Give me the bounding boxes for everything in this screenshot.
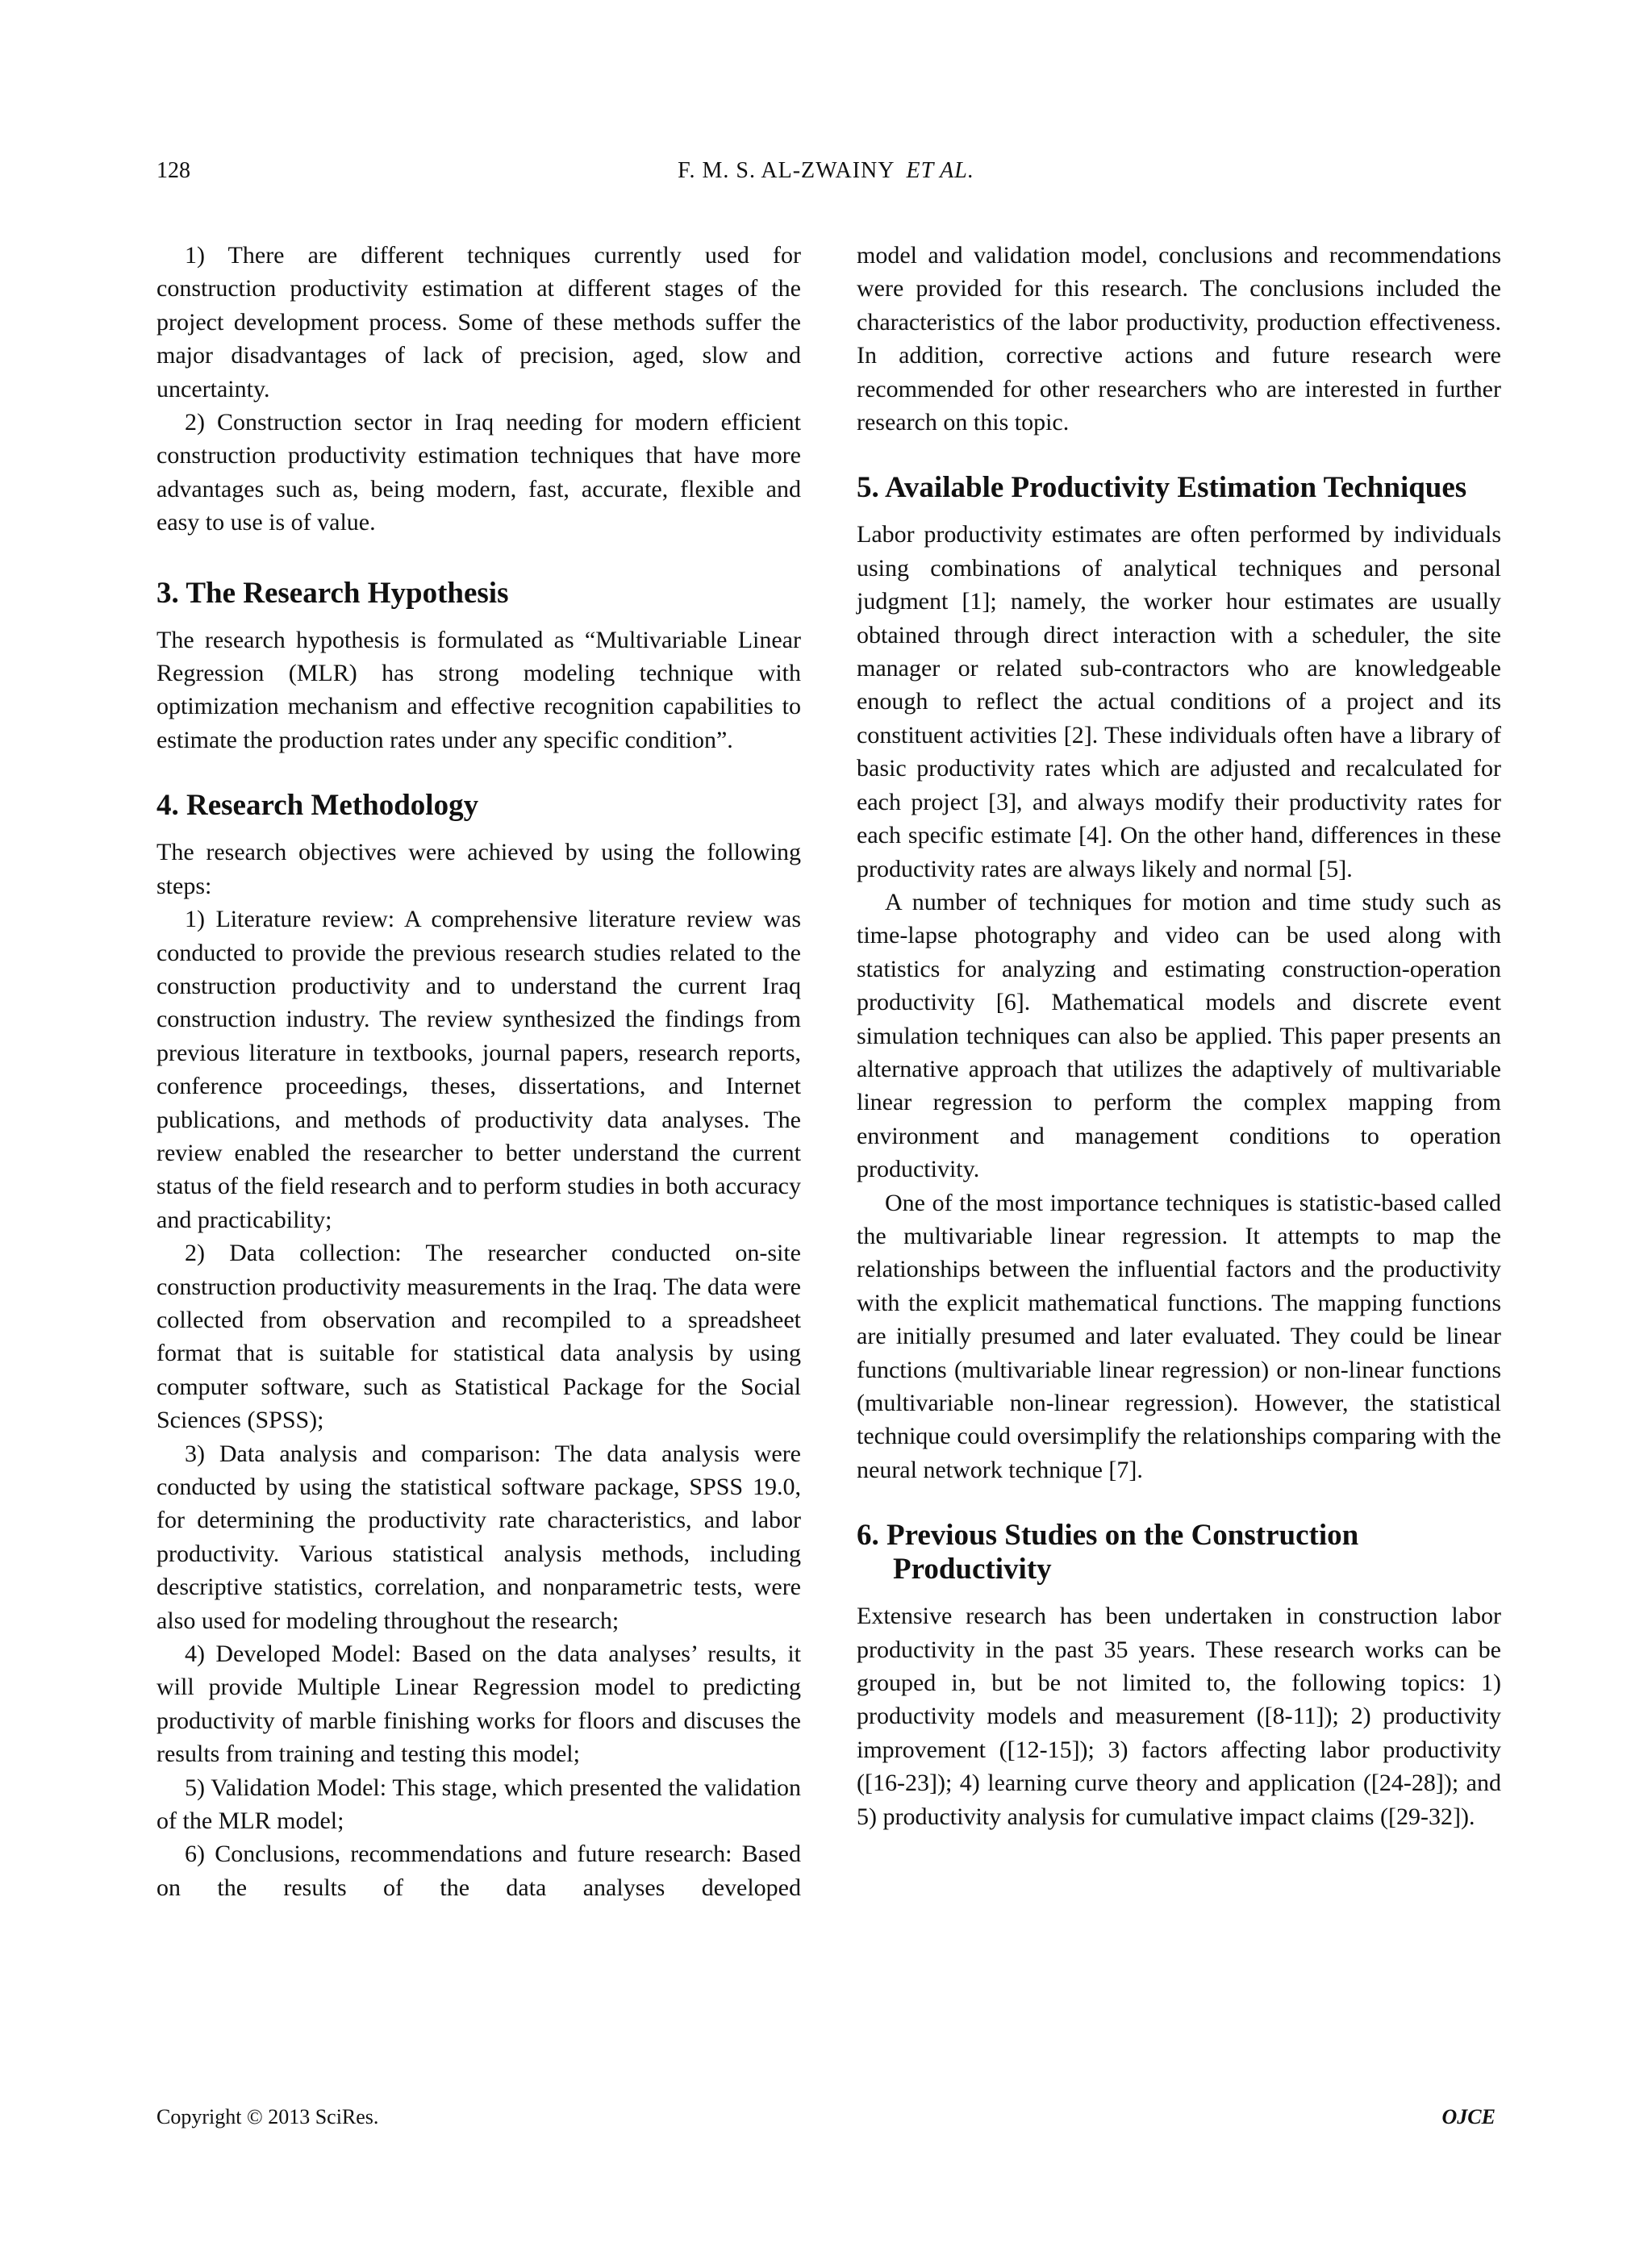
section-5-paragraph-2: A number of techniques for motion and time study such as time-lapse photography and video can be used along with statistics for analyzing and estimating construction-operation productivity [6]. Mathematical models and discrete event simulation techniques can also be applied. This paper presents an alternative approach that utilizes the adaptively of multivariable linear regression to perform the complex mapping from environment and management conditions to operation productivity. <box>857 888 1501 1183</box>
methodology-step-5: 5) Validation Model: This stage, which presented the validation of the MLR model; <box>156 1774 801 1835</box>
section-4-heading: 4. Research Methodology <box>156 789 479 823</box>
section-5-paragraph-1: Labor productivity estimates are often performed by individuals using combinations of analytical techniques and personal judgment [1]; namely, the worker hour estimates are usually obtained through direct interaction with a scheduler, the site manager or related sub-contractors who are knowledgeable enough to reflect the actual conditions of a project and its constituent activities [2]. These individuals often have a library of basic productivity rates which are adjusted and recalculated for each project [3], and always modify their productivity rates for each specific estimate [4]. On the other hand, differences in these productivity rates are always likely and normal [5]. <box>857 521 1501 882</box>
page-header <box>156 158 1496 190</box>
methodology-step-4: 4) Developed Model: Based on the data analyses’ results, it will provide Multiple Linear Regression model to predicting productivity of marble finishing works for floors and discuses the results from training and testing this model; <box>156 1641 801 1768</box>
page-number: 128 <box>156 158 190 183</box>
section-5-heading: 5. Available Productivity Estimation Techniques <box>857 471 1467 505</box>
section-3-paragraph: The research hypothesis is formulated as “Multivariable Linear Regression (MLR) has strong modeling technique with optimization mechanism and effective recognition capabilities to estimate the production rates under any specific condition”. <box>156 626 801 753</box>
section-3-heading: 3. The Research Hypothesis <box>156 576 509 610</box>
methodology-step-3: 3) Data analysis and comparison: The data analysis were conducted by using the statistical software package, SPSS 19.0, for determining the productivity rate characteristics, and labor productivity. Various statistical analysis methods, including descriptive statistics, correlation, and nonparametric tests, were also used for modeling throughout the research; <box>156 1440 801 1634</box>
left-column <box>156 239 801 1904</box>
running-title <box>156 158 1496 184</box>
running-title-authors: F. M. S. AL-ZWAINY <box>678 158 895 183</box>
section-6-heading: 6. Previous Studies on the Construction Productivity <box>857 1519 1359 1586</box>
problem-statement-item-1: 1) There are different techniques currently used for construction productivity estimation at different stages of the project development process. Some of these methods suffer the major disadvantages of lack of precision, aged, slow and uncertainty. <box>156 242 801 402</box>
journal-abbreviation: OJCE <box>1441 2105 1496 2128</box>
section-6-paragraph-1: Extensive research has been undertaken in construction labor productivity in the past 35 years. These research works can be grouped in, but be not limited to, the following topics: 1) productivity models and measurement ([8-11]); 2) productivity improvement ([12-15]); 3) factors affecting labor productivity ([16-23]); 4) learning curve theory and application ([24-28]); and 5) productivity analysis for cumulative impact claims ([29-32]). <box>857 1603 1501 1830</box>
section-5-paragraph-3: One of the most importance techniques is statistic-based called the multivariable linear regression. It attempts to map the relationships between the influential factors and the productivity with the explicit mathematical functions. The mapping functions are initially presumed and later evaluated. They could be linear functions (multivariable linear regression) or non-linear functions (multivariable non-linear regression). However, the statistical technique could oversimplify the relationships comparing with the neural network technique [7]. <box>857 1189 1501 1483</box>
right-column <box>857 239 1501 1833</box>
section-4-intro: The research objectives were achieved by using the following steps: <box>156 839 801 899</box>
methodology-step-1: 1) Literature review: A comprehensive literature review was conducted to provide the previous research studies related to the construction productivity and to understand the current Iraq construction industry. The review synthesized the findings from previous literature in textbooks, journal papers, research reports, conference proceedings, theses, dissertations, and Internet publications, and methods of productivity data analyses. The review enabled the researcher to better understand the current status of the field research and to perform studies in both accuracy and practicability; <box>156 906 801 1233</box>
problem-statement-item-2: 2) Construction sector in Iraq needing for modern efficient construction productivity estimation techniques that have more advantages such as, being modern, fast, accurate, flexible and easy to use is of value. <box>156 409 801 536</box>
page-footer <box>156 2105 1496 2137</box>
methodology-step-6: 6) Conclusions, recommendations and future research: Based on the results of the data analyses developed <box>156 1841 801 1901</box>
methodology-step-2: 2) Data collection: The researcher conducted on-site construction productivity measurements in the Iraq. The data were collected from observation and recompiled to a spreadsheet format that is suitable for statistical data analysis by using computer software, such as Statistical Package for the Social Sciences (SPSS); <box>156 1240 801 1434</box>
methodology-continuation: model and validation model, conclusions and recommendations were provided for this research. The conclusions included the characteristics of the labor productivity, production effectiveness. In addition, corrective actions and future research were recommended for other researchers who are interested in further research on this topic. <box>857 242 1501 436</box>
copyright-notice: Copyright © 2013 SciRes. <box>156 2105 379 2128</box>
running-title-et-al: ET AL. <box>906 158 974 183</box>
